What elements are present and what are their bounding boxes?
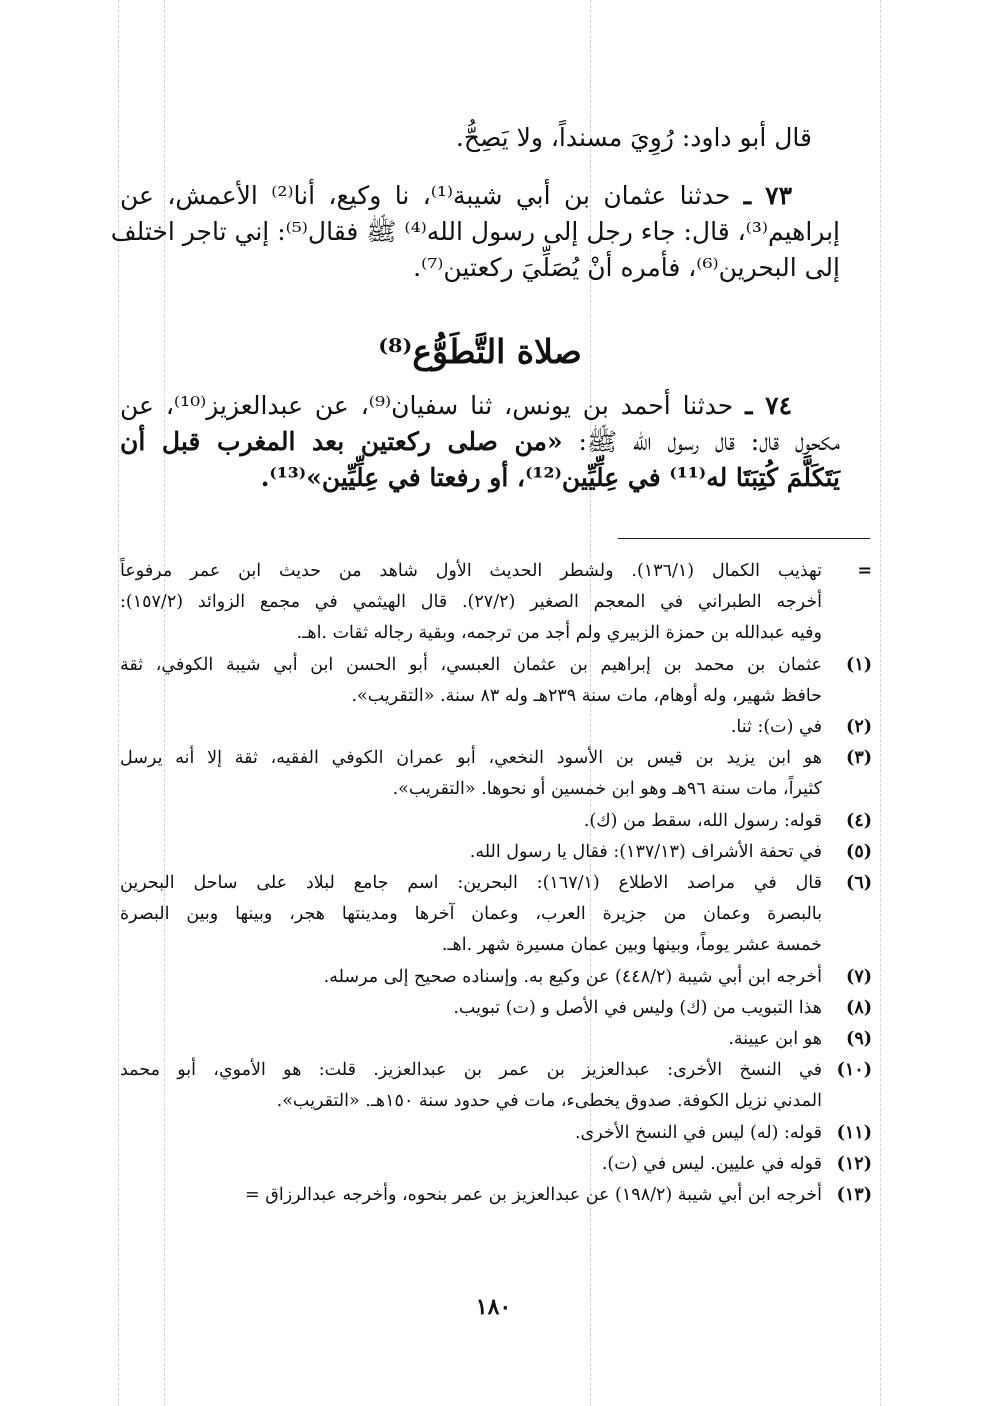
footnote-text bbox=[120, 837, 822, 868]
footnote-divider bbox=[618, 538, 870, 539]
footnote-line: بالبصرة وعمان من جزيرة العرب، وعمان آخرها ومدينتها هجر، وبينها وبين البصرة bbox=[120, 904, 822, 925]
footnote-line: حافظ شهير، وله أوهام، مات سنة ٢٣٩هـ وله ٨٣ سنة. «التقريب». bbox=[351, 685, 822, 706]
footnote-marker: = bbox=[857, 561, 872, 581]
hadith-74-line-3: يَتَكَلَّمَ كُتِبَتَا له⁽¹¹⁾ في عِلِّيِّين⁽¹²⁾، أو رفعتا في عِلِّيِّين»⁽¹³⁾. bbox=[260, 463, 840, 492]
footnote-marker: (١) bbox=[846, 654, 872, 675]
footnote-line: أخرجه ابن أبي شيبة (١٩٨/٢) عن عبدالعزيز بن عمر بنحوه، وأخرجه عبدالرزاق = bbox=[245, 1185, 822, 1206]
footnote-line: هذا التبويب من (ك) وليس في الأصل و (ت) تبويب. bbox=[453, 997, 822, 1018]
footnote-line: قوله: رسول الله، سقط من (ك). bbox=[583, 810, 822, 831]
footnote-text bbox=[120, 962, 822, 993]
hadith-74-text-2: مكحول قال: قال رسول الله ﷺ: bbox=[562, 427, 840, 456]
footnote-marker: (٢) bbox=[846, 717, 872, 738]
footnote-line: المدني نزيل الكوفة. صدوق يخطىء، مات في حدود سنة ١٥٠هـ. «التقريب». bbox=[276, 1091, 822, 1112]
footnote-line: كثيراً، مات سنة ٩٦هـ وهو ابن خمسين أو نحوها. «التقريب». bbox=[392, 779, 822, 800]
footnote-line: قال في مراصد الاطلاع (١٦٧/١): البحرين: اسم جامع لبلاد على ساحل البحرين bbox=[120, 873, 822, 894]
footnote bbox=[120, 650, 872, 712]
footnote-line: هو ابن يزيد بن قيس بن الأسود النخعي، أبو عمران الكوفي الفقيه، ثقة إلا أنه يرسل bbox=[120, 748, 822, 769]
footnote-marker: (٥) bbox=[846, 841, 872, 862]
hadith-73-text-1: حدثنا عثمان بن أبي شيبة⁽¹⁾، نا وكيع، أنا⁽²⁾ الأعمش، عن bbox=[120, 181, 731, 210]
footnote-text bbox=[120, 1180, 822, 1211]
footnote bbox=[120, 806, 872, 837]
hadith-74-quote-1: «من صلى ركعتين بعد المغرب قبل أن bbox=[120, 427, 563, 456]
footnote-text bbox=[120, 556, 822, 650]
footnote-text bbox=[120, 1024, 822, 1055]
footnote-line: وفيه عبدالله بن حمزة الزبيري ولم أجد من ترجمه، وبقية رجاله ثقات .اهـ. bbox=[296, 623, 822, 644]
footnote-marker: (٣) bbox=[846, 748, 872, 769]
footnote-line: أخرجه ابن أبي شيبة (٤٤٨/٢) عن وكيع به. وإسناده صحيح إلى مرسله. bbox=[323, 966, 822, 987]
footnote-line: في تحفة الأشراف (١٣٧/١٣): فقال يا رسول الله. bbox=[469, 841, 822, 862]
footnote-text bbox=[120, 1149, 822, 1180]
section-heading: صلاة التَّطَوُّع⁽⁸⁾ bbox=[378, 332, 582, 371]
footnote-line: قوله: (له) ليس في النسخ الأخرى. bbox=[574, 1122, 822, 1143]
footnote bbox=[120, 837, 872, 868]
footnote-line: في (ت): ثنا. bbox=[730, 717, 822, 738]
footnote-text bbox=[120, 806, 822, 837]
hadith-74-number: ٧٤ ـ bbox=[745, 391, 793, 420]
footnote-line: أخرجه الطبراني في المعجم الصغير (٢٧/٢). قال الهيثمي في مجمع الزوائد (١٥٧/٢): bbox=[120, 592, 822, 613]
footnote-line: تهذيب الكمال (١٣٦/١). ولشطر الحديث الأول شاهد من حديث ابن عمر مرفوعاً bbox=[120, 561, 822, 581]
hadith-74-text-1: حدثنا أحمد بن يونس، ثنا سفيان⁽⁹⁾، عن عبدالعزيز⁽¹⁰⁾، عن bbox=[120, 391, 734, 420]
page-number: ١٨٠ bbox=[475, 1294, 512, 1320]
footnote bbox=[120, 743, 872, 805]
hadith-74-line-2 bbox=[120, 424, 840, 460]
intro-paragraph bbox=[120, 120, 840, 156]
hadith-73-line-3: إلى البحرين⁽⁶⁾، فأمره أنْ يُصَلِّيَ ركعتين⁽⁷⁾. bbox=[413, 253, 840, 282]
footnote-marker: (١١) bbox=[836, 1122, 872, 1143]
footnote-text bbox=[120, 1118, 822, 1149]
footnote-marker: (١٣) bbox=[836, 1185, 872, 1206]
hadith-73-line-1 bbox=[120, 178, 840, 214]
hadith-73 bbox=[110, 178, 840, 286]
footnote-line: هو ابن عيينة. bbox=[728, 1029, 822, 1050]
footnote-text bbox=[120, 1055, 822, 1117]
footnote-marker: (١٠) bbox=[836, 1060, 872, 1081]
footnote-line: خمسة عشر يوماً، وبينها وبين عمان مسيرة شهر .اهـ. bbox=[441, 935, 822, 956]
footnote-marker: (٩) bbox=[846, 1029, 872, 1050]
footnote-line: قوله في عليين. ليس في (ت). bbox=[601, 1153, 822, 1174]
footnote-marker: (٦) bbox=[846, 873, 872, 894]
footnote bbox=[120, 712, 872, 743]
hadith-73-line-2: إبراهيم⁽³⁾، قال: جاء رجل إلى رسول الله⁽⁴⁾ ﷺ فقال⁽⁵⁾: إني تاجر اختلف bbox=[110, 217, 840, 246]
footnote-line: في النسخ الأخرى: عبدالعزيز بن عمر بن عبدالعزيز. قلت: هو الأموي، أبو محمد bbox=[120, 1060, 822, 1081]
footnote bbox=[120, 868, 872, 962]
footnote-marker: (٤) bbox=[846, 810, 872, 831]
footnote-text bbox=[120, 712, 822, 743]
footnote bbox=[120, 1149, 872, 1180]
footnote-line: عثمان بن محمد بن إبراهيم بن عثمان العبسي، أبو الحسن ابن أبي شيبة الكوفي، ثقة bbox=[120, 654, 822, 675]
footnote bbox=[120, 962, 872, 993]
footnote-marker: (٧) bbox=[846, 966, 872, 987]
footnote-text bbox=[120, 868, 822, 962]
footnote bbox=[120, 1180, 872, 1211]
scan-artifact-line bbox=[880, 0, 881, 1406]
footnote-marker: (٨) bbox=[846, 997, 872, 1018]
hadith-74 bbox=[120, 388, 840, 496]
scan-artifact-line bbox=[118, 0, 119, 1406]
footnote-marker: (١٢) bbox=[836, 1153, 872, 1174]
hadith-73-number: ٧٣ ـ bbox=[743, 181, 793, 210]
footnote bbox=[120, 1024, 872, 1055]
footnote bbox=[120, 556, 872, 650]
footnote-text bbox=[120, 743, 822, 805]
footnote-text bbox=[120, 650, 822, 712]
hadith-74-line-1 bbox=[120, 388, 840, 424]
intro-line: قال أبو داود: رُوِيَ مسنداً، ولا يَصِحُّ. bbox=[455, 123, 812, 152]
footnote bbox=[120, 1055, 872, 1117]
footnote-text bbox=[120, 993, 822, 1024]
footnote bbox=[120, 1118, 872, 1149]
footnote bbox=[120, 993, 872, 1024]
footnotes bbox=[120, 556, 872, 1211]
